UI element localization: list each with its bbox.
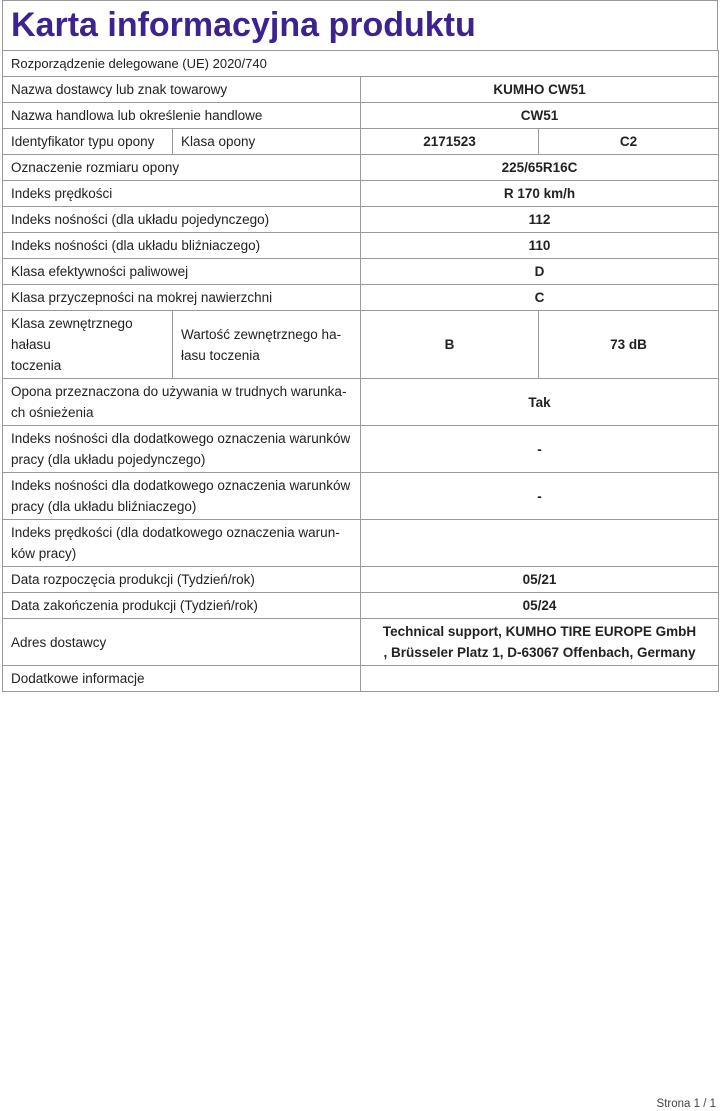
table-row bbox=[3, 155, 719, 181]
noise-value-label bbox=[173, 311, 361, 379]
noise-class-label-line1: Klasa zewnętrznego hałasu bbox=[11, 316, 133, 352]
table-row bbox=[3, 311, 719, 379]
snow-label-line1: Opona przeznaczona do używania w trudnych warunka- bbox=[11, 384, 347, 399]
size-label: Oznaczenie rozmiaru opony bbox=[3, 155, 361, 181]
supplier-value: KUMHO CW51 bbox=[361, 77, 719, 103]
page-title: Karta informacyjna produktu bbox=[2, 0, 718, 50]
table-row bbox=[3, 233, 719, 259]
add-speed-label-line1: Indeks prędkości (dla dodatkowego oznaczenia warun- bbox=[11, 525, 340, 540]
product-information-sheet bbox=[2, 0, 718, 692]
add-speed-value bbox=[361, 520, 719, 567]
tyre-class-label: Klasa opony bbox=[173, 129, 361, 155]
load-dual-value: 110 bbox=[361, 233, 719, 259]
noise-class-value: B bbox=[361, 311, 539, 379]
table-row bbox=[3, 520, 719, 567]
table-row bbox=[3, 567, 719, 593]
table-row bbox=[3, 473, 719, 520]
prod-end-value: 05/24 bbox=[361, 593, 719, 619]
table-row bbox=[3, 259, 719, 285]
add-load-dual-value: - bbox=[361, 473, 719, 520]
type-id-label: Identyfikator typu opony bbox=[3, 129, 173, 155]
noise-value-label-line1: Wartość zewnętrznego ha- bbox=[181, 326, 342, 342]
table-row bbox=[3, 103, 719, 129]
prod-end-label: Data zakończenia produkcji (Tydzień/rok) bbox=[3, 593, 361, 619]
table-row bbox=[3, 666, 719, 692]
speed-index-value: R 170 km/h bbox=[361, 181, 719, 207]
address-value bbox=[361, 619, 719, 666]
supplier-label: Nazwa dostawcy lub znak towarowy bbox=[3, 77, 361, 103]
noise-class-label-line2: toczenia bbox=[11, 358, 62, 373]
snow-label-line2: ch ośnieżenia bbox=[11, 405, 94, 420]
add-load-dual-label bbox=[3, 473, 361, 520]
table-row bbox=[3, 181, 719, 207]
add-load-dual-label-line1: Indeks nośności dla dodatkowego oznaczenia warunków bbox=[11, 478, 351, 493]
fuel-class-label: Klasa efektywności paliwowej bbox=[3, 259, 361, 285]
regulation-subtitle: Rozporządzenie delegowane (UE) 2020/740 bbox=[3, 51, 719, 77]
address-value-line2: , Brüsseler Platz 1, D-63067 Offenbach, Germany bbox=[383, 645, 696, 660]
table-row bbox=[3, 426, 719, 473]
table-row bbox=[3, 593, 719, 619]
wet-grip-label: Klasa przyczepności na mokrej nawierzchni bbox=[3, 285, 361, 311]
noise-class-label bbox=[3, 311, 173, 379]
snow-value: Tak bbox=[361, 379, 719, 426]
address-value-line1: Technical support, KUMHO TIRE EUROPE GmbH bbox=[382, 624, 697, 639]
wet-grip-value: C bbox=[361, 285, 719, 311]
prod-start-value: 05/21 bbox=[361, 567, 719, 593]
table-row bbox=[3, 77, 719, 103]
snow-label bbox=[3, 379, 361, 426]
add-load-single-label bbox=[3, 426, 361, 473]
additional-info-value bbox=[361, 666, 719, 692]
add-load-single-label-line1: Indeks nośności dla dodatkowego oznaczenia warunków bbox=[11, 431, 351, 446]
load-dual-label: Indeks nośności (dla układu bliźniaczego) bbox=[3, 233, 361, 259]
address-label: Adres dostawcy bbox=[3, 619, 361, 666]
table-row bbox=[3, 285, 719, 311]
table-row bbox=[3, 129, 719, 155]
fuel-class-value: D bbox=[361, 259, 719, 285]
regulation-row bbox=[3, 51, 719, 77]
product-info-table bbox=[2, 50, 719, 692]
table-row bbox=[3, 207, 719, 233]
add-speed-label bbox=[3, 520, 361, 567]
add-load-single-value: - bbox=[361, 426, 719, 473]
noise-value-value: 73 dB bbox=[539, 311, 719, 379]
load-single-value: 112 bbox=[361, 207, 719, 233]
add-load-dual-label-line2: pracy (dla układu bliźniaczego) bbox=[11, 499, 197, 514]
speed-index-label: Indeks prędkości bbox=[3, 181, 361, 207]
size-value: 225/65R16C bbox=[361, 155, 719, 181]
prod-start-label: Data rozpoczęcia produkcji (Tydzień/rok) bbox=[3, 567, 361, 593]
noise-value-label-line2: łasu toczenia bbox=[181, 347, 260, 363]
trade-name-label: Nazwa handlowa lub określenie handlowe bbox=[3, 103, 361, 129]
tyre-class-value: C2 bbox=[539, 129, 719, 155]
trade-name-value: CW51 bbox=[361, 103, 719, 129]
table-row bbox=[3, 619, 719, 666]
add-load-single-label-line2: pracy (dla układu pojedynczego) bbox=[11, 452, 206, 467]
additional-info-label: Dodatkowe informacje bbox=[3, 666, 361, 692]
load-single-label: Indeks nośności (dla układu pojedynczego) bbox=[3, 207, 361, 233]
table-row bbox=[3, 379, 719, 426]
page-number: Strona 1 / 1 bbox=[656, 1098, 716, 1110]
add-speed-label-line2: ków pracy) bbox=[11, 546, 77, 561]
type-id-value: 2171523 bbox=[361, 129, 539, 155]
